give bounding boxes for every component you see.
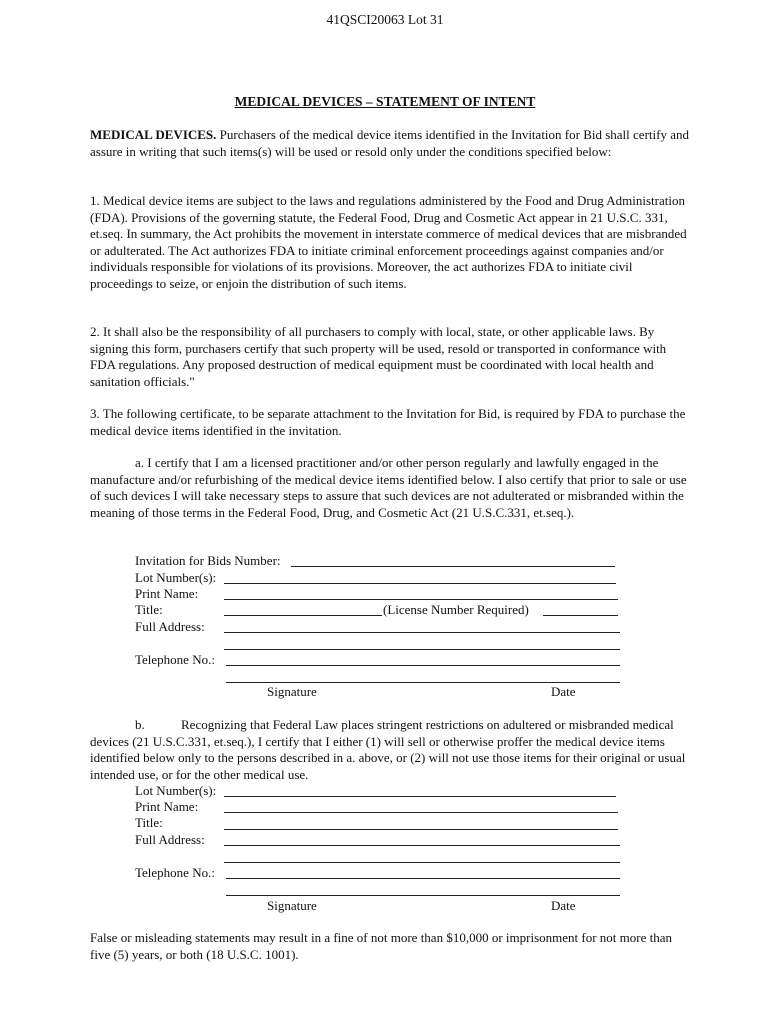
a-full-address-field[interactable] xyxy=(224,632,620,633)
penalty-footer: False or misleading statements may result in a fine of not more than $10,000 or imprisonment for not more than five (5) years, or both (18 U.S.C. 1001). xyxy=(90,930,672,962)
b-title-field[interactable] xyxy=(224,829,618,830)
license-number-field[interactable] xyxy=(543,615,618,616)
a-lot-number-label: Lot Number(s): xyxy=(135,570,217,585)
b-print-name-field[interactable] xyxy=(224,812,618,813)
a-title-label: Title: xyxy=(135,602,163,617)
b-full-address-field[interactable] xyxy=(224,845,620,846)
ifb-number-label: Invitation for Bids Number: xyxy=(135,553,281,568)
b-full-address-field-2[interactable] xyxy=(224,862,620,863)
b-title-label: Title: xyxy=(135,815,163,830)
intro-text: Purchasers of the medical device items identified in the Invitation for Bid shall certify and assure in writing that such items(s) will be used or resold only under the conditions specified below: xyxy=(90,127,689,159)
intro-paragraph xyxy=(90,127,690,160)
b-signature-label: Signature xyxy=(267,898,317,913)
ifb-number-field[interactable] xyxy=(291,566,615,567)
section-b-text: Recognizing that Federal Law places stringent restrictions on adultered or misbranded medical devices (21 U.S.C.331, et.seq.), I certify that I either (1) will sell or otherwise proffer the medical device items identified below only to the persons described in a. above, or (2) will not use those items for their original or usual intended use, or for the other medical use. xyxy=(90,717,686,782)
b-telephone-label: Telephone No.: xyxy=(135,865,215,880)
b-signature-line[interactable] xyxy=(226,895,620,896)
a-telephone-field[interactable] xyxy=(226,665,620,666)
b-lot-number-field[interactable] xyxy=(224,796,616,797)
a-title-field[interactable] xyxy=(224,615,382,616)
b-full-address-label: Full Address: xyxy=(135,832,205,847)
paragraph-1: 1. Medical device items are subject to the laws and regulations administered by the Food and Drug Administration (FDA). Provisions of the governing statute, the Federal Food, Drug and Cosmetic Act appear in 21 U.S.C. 331, et.seq. In summary, the Act prohibits the movement in interstate commerce of medical devices that are misbranded or adulterated. The Act authorizes FDA to initiate criminal enforcement proceedings against companies and/or individuals responsible for violations of its provisions. Moreover, the act authorizes FDA to initiate civil proceedings to seize, or enjoin the distribution of such items. xyxy=(90,193,687,291)
intro-lead: MEDICAL DEVICES. xyxy=(90,127,217,142)
document-id-header: 41QSCI20063 Lot 31 xyxy=(326,12,444,27)
a-date-label: Date xyxy=(551,684,576,699)
page-title: MEDICAL DEVICES – STATEMENT OF INTENT xyxy=(234,94,536,109)
paragraph-2: 2. It shall also be the responsibility of all purchasers to comply with local, state, or other applicable laws. By signing this form, purchasers certify that such property will be used, resold or transported in conformance with FDA regulations. Any proposed destruction of medical equipment must be coordinated with local health and sanitation officials." xyxy=(90,324,667,389)
section-a-text: a. I certify that I am a licensed practitioner and/or other person regularly and lawfully engaged in the manufacture and/or refurbishing of the medical device items identified below. I also certify that prior to sale or use of such devices I will take necessary steps to assure that such devices are not adulterated or misbranded within the meaning of those terms in the Federal Food, Drug, and Cosmetic Act (21 U.S.C.331, et.seq.). xyxy=(90,455,687,520)
a-print-name-label: Print Name: xyxy=(135,586,199,601)
section-b-label: b. xyxy=(135,717,145,732)
license-note: (License Number Required) xyxy=(383,602,529,617)
b-lot-number-label: Lot Number(s): xyxy=(135,783,217,798)
a-full-address-label: Full Address: xyxy=(135,619,205,634)
a-lot-number-field[interactable] xyxy=(224,583,616,584)
a-full-address-field-2[interactable] xyxy=(224,649,620,650)
a-signature-label: Signature xyxy=(267,684,317,699)
a-print-name-field[interactable] xyxy=(224,599,618,600)
b-date-label: Date xyxy=(551,898,576,913)
b-telephone-field[interactable] xyxy=(226,878,620,879)
a-signature-line[interactable] xyxy=(226,682,620,683)
b-print-name-label: Print Name: xyxy=(135,799,199,814)
a-telephone-label: Telephone No.: xyxy=(135,652,215,667)
paragraph-3: 3. The following certificate, to be separate attachment to the Invitation for Bid, is required by FDA to purchase the medical device items identified in the invitation. xyxy=(90,406,686,438)
